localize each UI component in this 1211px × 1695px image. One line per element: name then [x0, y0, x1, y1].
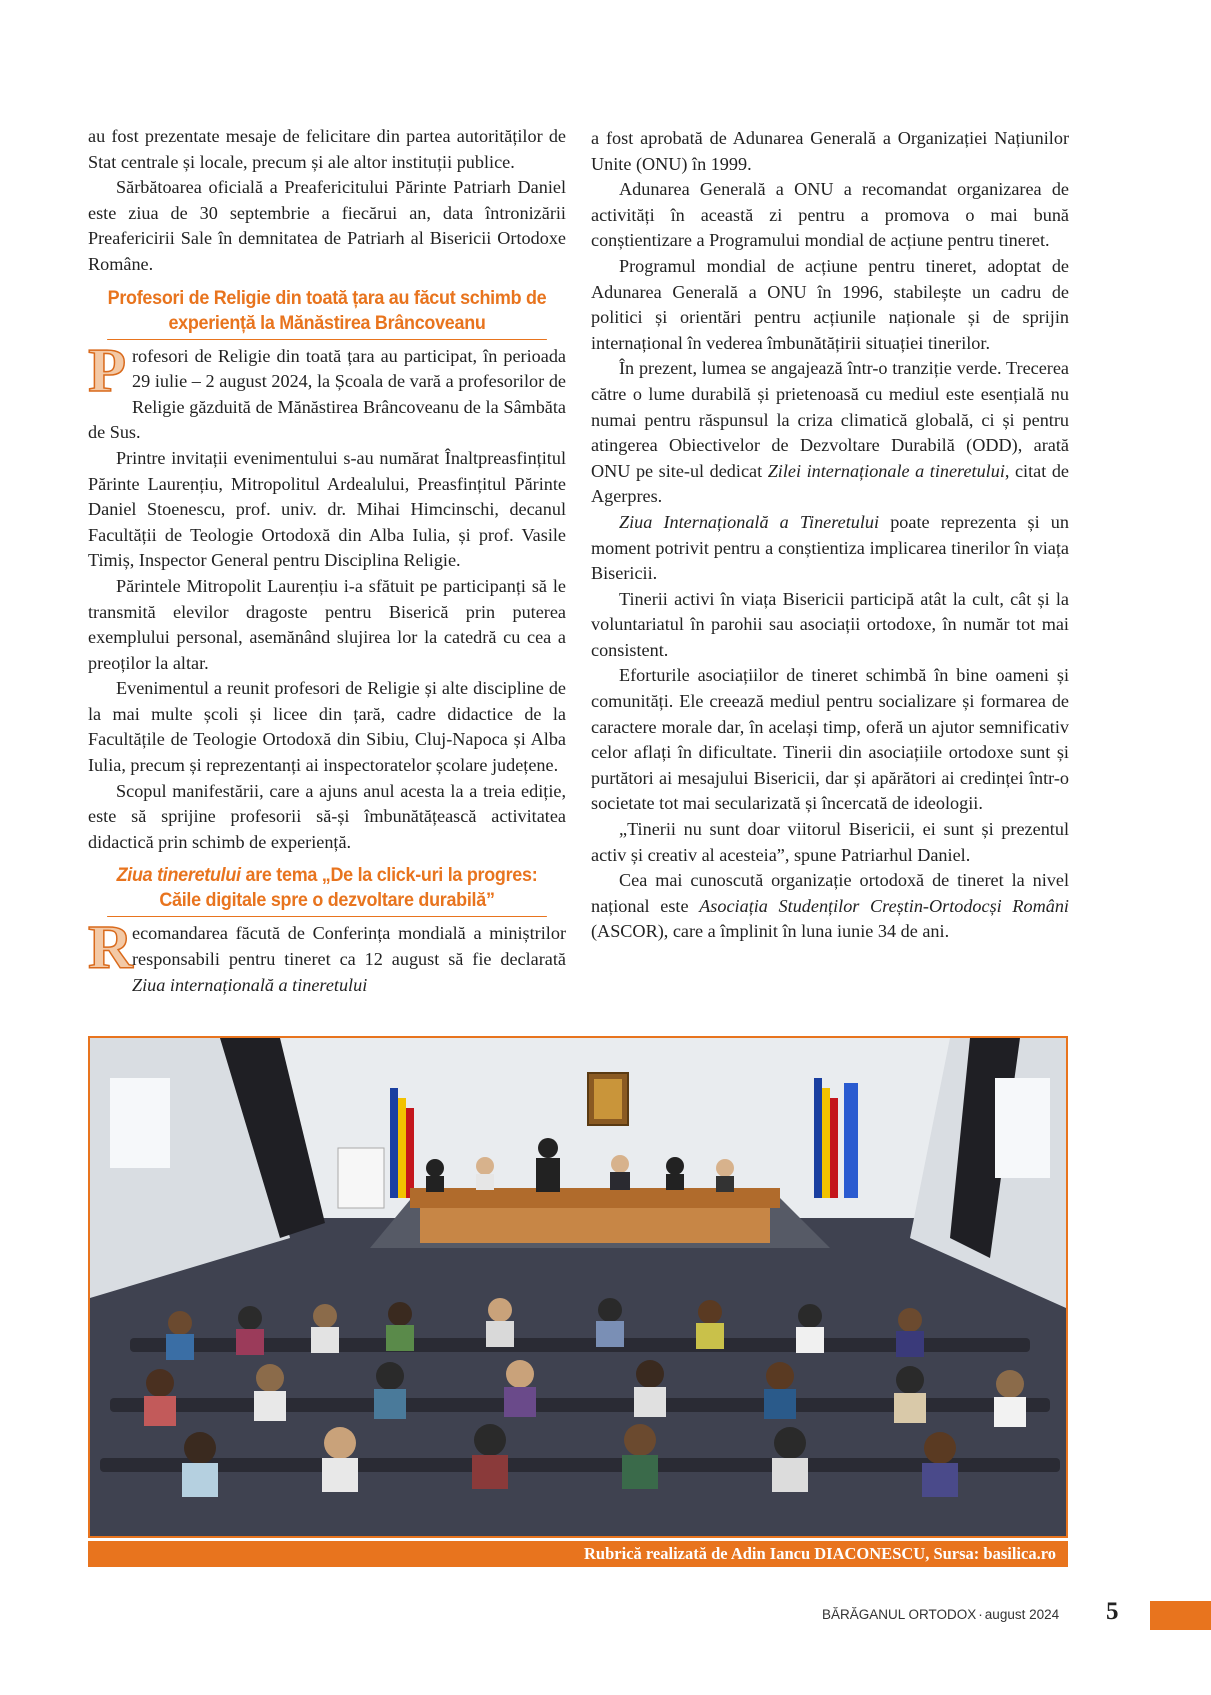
paragraph: Sărbătoarea oficială a Preafericitului Părinte Patriarh Daniel este ziua de 30 septembrie a fiecărui an, data întronizării Preafericirii Sale în demnitatea de Patriarh al Bisericii Ortodoxe Române.	[88, 177, 566, 274]
footer-separator: ·	[978, 1607, 983, 1622]
paragraph-text: În prezent, lumea se angajează într-o tranziție verde. Trecerea către o lume durabilă și prietenoasă cu mediul este esențială nu numai pentru răspunsul la criza climatică globală, ci și pentru atingerea Obiectivelor de Dezvoltare Durabilă (ODD), arată ONU pe site-ul dedicat	[591, 358, 1069, 481]
paragraph-text: , citat de Agerpres.	[591, 460, 1069, 507]
left-column	[88, 124, 566, 998]
footer-publication	[822, 1607, 1059, 1622]
article-heading: Profesori de Religie din toată țara au făcut schimb de experiență la Mănăstirea Brâncoveanu	[107, 286, 547, 340]
paragraph: Adunarea Generală a ONU a recomandat organizarea de activități în această zi pentru a promova o mai bună conștientizare a Programului mondial de acțiune pentru tineret.	[591, 179, 1069, 251]
right-column	[591, 126, 1069, 945]
paragraph-italic: Ziua internațională a tineretului	[132, 974, 368, 995]
paragraph-text: Cea mai cunoscută organizație ortodoxă de tineret la nivel național este	[591, 870, 1069, 916]
heading-italic: Ziua tineretului	[116, 864, 241, 887]
drop-cap: P	[88, 336, 126, 405]
paragraph: Programul mondial de acțiune pentru tineret, adoptat de Adunarea Generală a ONU în 1996, stabilește un cadru de politici și orientări pentru acțiunile naționale și de sprijin internațional în vederea îmbunătățirii situației tinerilor.	[591, 255, 1069, 353]
footer-accent-bar	[1150, 1601, 1211, 1630]
conference-photo	[88, 1036, 1068, 1538]
article-heading	[107, 863, 547, 917]
issue-date: august 2024	[984, 1607, 1060, 1622]
drop-cap: R	[88, 914, 133, 983]
article-paragraph	[88, 914, 566, 998]
paragraph: Scopul manifestării, care a ajuns anul acesta la a treia ediție, este să sprijine profesorii să-și îmbunătățească activitatea didactică prin schimb de experiență.	[88, 780, 566, 852]
page-number: 5	[1106, 1598, 1119, 1625]
paragraph-italic: Zilei internaționale a tineretului	[767, 460, 1005, 481]
conference-hall-illustration	[90, 1038, 1066, 1536]
paragraph	[591, 356, 1069, 510]
paragraph: „Tinerii nu sunt doar viitorul Bisericii, ei sunt și prezentul activ și creativ al acesteia”, spune Patriarhul Daniel.	[591, 819, 1069, 865]
article-paragraph	[88, 336, 566, 446]
paragraph-text: ecomandarea făcută de Conferința mondială a miniștrilor responsabili pentru tineret ca 12 august să fie declarată	[132, 923, 566, 970]
paragraph: Printre invitații evenimentului s-au numărat Înaltpreasfințitul Părinte Laurențiu, Mitropolitul Ardealului, Preasfințitul Părinte Daniel Stoenescu, prof. univ. dr. Mihai Himcinschi, decanul Facultății de Teologie Ortodoxă din Alba Iulia, și prof. Vasile Timiș, Inspector General pentru Disciplina Religie.	[88, 447, 566, 571]
paragraph: a fost aprobată de Adunarea Generală a Organizației Națiunilor Unite (ONU) în 1999.	[591, 128, 1069, 174]
paragraph: Eforturile asociațiilor de tineret schimbă în bine oameni și comunități. Ele creează mediul pentru socializare și formarea de caractere morale dar, în același timp, oferă un ajutor semnificativ celor aflați în dificultate. Tinerii din asociațiile ortodoxe sunt și purtători ai mesajului Bisericii, dar și apărători ai credinței într-o societate tot mai secularizată și încercată de ideologii.	[591, 665, 1069, 814]
paragraph-text: poate reprezenta și un moment potrivit pentru a conștientiza implicarea tinerilor în viața Bisericii.	[591, 511, 1069, 584]
paragraph	[591, 510, 1069, 587]
heading-text: are tema „De la click-uri la progres: Căile digitale spre o dezvoltare durabilă”	[159, 864, 538, 912]
paragraph: au fost prezentate mesaje de felicitare din partea autorităților de Stat centrale și locale, precum și ale altor instituții publice.	[88, 126, 566, 172]
paragraph: Evenimentul a reunit profesori de Religie și alte discipline de la mai multe școli și licee din țară, cadre didactice de la Facultățile de Teologie Ortodoxă din Sibiu, Cluj-Napoca și Alba Iulia, precum și reprezentanți ai inspectoratelor școlare județene.	[88, 678, 566, 776]
photo-caption: Rubrică realizată de Adin Iancu DIACONESCU, Sursa: basilica.ro	[88, 1541, 1068, 1567]
paragraph	[591, 868, 1069, 945]
paragraph-text: rofesori de Religie din toată țara au participat, în perioada 29 iulie – 2 august 2024, la Școala de vară a profesorilor de Religie găzduită de Mănăstirea Brâncoveanu de la Sâmbăta de Sus.	[88, 345, 566, 443]
paragraph-italic: Ziua Internațională a Tineretului	[619, 511, 880, 532]
paragraph: Părintele Mitropolit Laurențiu i-a sfătuit pe participanți să le transmită elevilor dragoste pentru Biserică prin puterea exemplului personal, asemănând slujirea lor la catedră cu cea a preoților la altar.	[88, 575, 566, 673]
paragraph-text: (ASCOR), care a împlinit în luna iunie 34 de ani.	[591, 921, 950, 942]
paragraph-italic: Asociația Studenților Creștin-Ortodocși Români	[699, 895, 1069, 916]
publication-name: BĂRĂGANUL ORTODOX	[822, 1607, 977, 1622]
paragraph: Tinerii activi în viața Bisericii participă atât la cult, cât și la voluntariatul în parohii sau asociații ortodoxe, în număr tot mai consistent.	[591, 588, 1069, 660]
